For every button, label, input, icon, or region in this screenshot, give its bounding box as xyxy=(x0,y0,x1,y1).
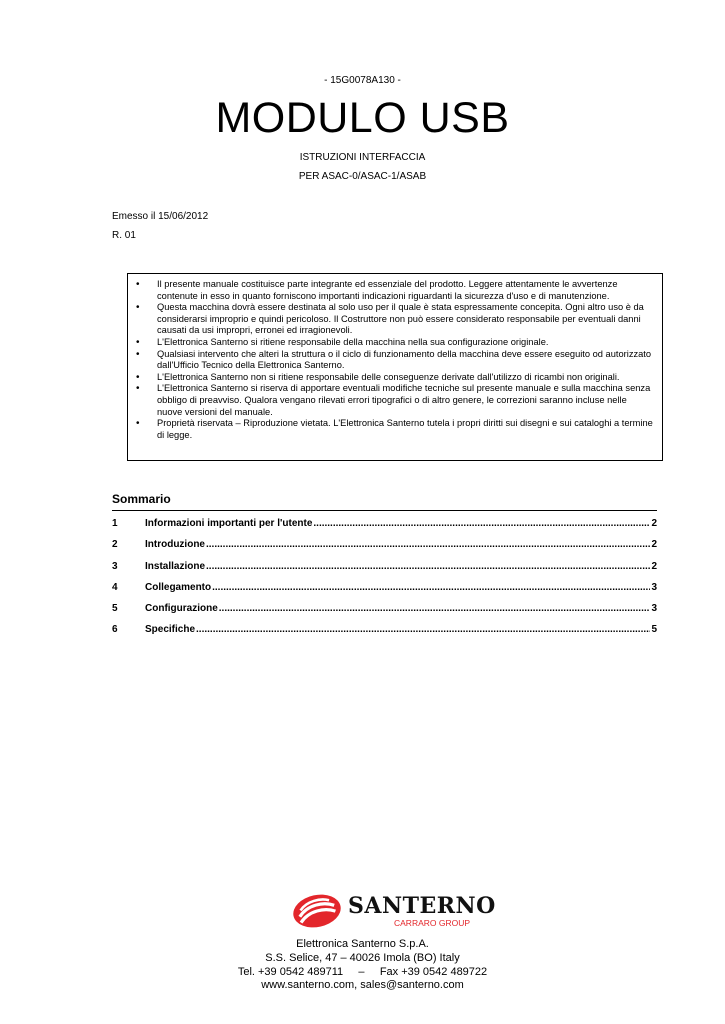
toc-entry-title[interactable]: Introduzione xyxy=(145,539,205,551)
toc-heading: Sommario xyxy=(112,492,171,506)
toc-entry-title[interactable]: Configurazione xyxy=(145,603,218,615)
notice-box xyxy=(127,273,663,461)
toc-entry-page: 2 xyxy=(651,539,657,551)
toc-entry-title[interactable]: Informazioni importanti per l'utente xyxy=(145,518,313,529)
notice-item: • Il presente manuale costituisce parte integrante ed essenziale del prodotto. Leggere attentamente le avvertenze contenute in esso in quanto forniscono importanti indicazioni riguardanti la sicurezza d'uso e di manutenzione. xyxy=(128,279,654,302)
toc-dot-leader xyxy=(196,624,650,635)
notice-item: • Questa macchina dovrà essere destinata al solo uso per il quale è stata espressamente concepita. Ogni altro uso è da considerarsi improprio e quindi pericoloso. Il Costruttore non può essere considerato responsabile per eventuali danni causati da usi impropri, erronei ed irragionevoli. xyxy=(128,302,654,337)
toc-entry-number: 2 xyxy=(112,539,118,551)
document-subtitle-1: ISTRUZIONI INTERFACCIA xyxy=(299,152,426,163)
toc-entry-page: 2 xyxy=(651,560,657,572)
toc-entry-page: 2 xyxy=(651,518,657,529)
toc-entry[interactable] xyxy=(112,518,657,539)
toc-entry-number: 3 xyxy=(112,560,118,572)
document-title: MODULO USB xyxy=(215,94,510,142)
toc-dot-leader xyxy=(219,603,651,614)
toc-dot-leader xyxy=(206,539,650,550)
toc-entry-number: 4 xyxy=(112,581,118,593)
toc-entry-page: 5 xyxy=(651,624,657,636)
toc-entry[interactable] xyxy=(112,582,657,603)
company-web-email[interactable]: www.santerno.com, sales@santerno.com xyxy=(261,979,464,992)
notice-list xyxy=(128,274,662,441)
notice-item: • Qualsiasi intervento che alteri la struttura o il ciclo di funzionamento della macchina deve essere eseguito od autorizzato dall'Ufficio Tecnico della Elettronica Santerno. xyxy=(128,349,654,372)
toc-entry-number: 5 xyxy=(112,603,118,615)
toc-entry[interactable] xyxy=(112,624,657,645)
revision: R. 01 xyxy=(112,230,136,241)
toc-entry-page: 3 xyxy=(651,581,657,593)
company-address: S.S. Selice, 47 – 40026 Imola (BO) Italy xyxy=(265,951,460,964)
logo-group-name: CARRARO GROUP xyxy=(394,918,471,928)
toc-entry[interactable] xyxy=(112,603,657,624)
toc-entry[interactable] xyxy=(112,561,657,582)
document-subtitle-2: PER ASAC-0/ASAC-1/ASAB xyxy=(298,171,427,182)
toc-entry-page: 3 xyxy=(651,603,657,615)
notice-item: • L'Elettronica Santerno si riserva di apportare eventuali modifiche tecniche sul presente manuale e sulla macchina senza obbligo di preavviso. Qualora vengano rilevati errori tipografici o di altro genere, le correzioni saranno incluse nelle nuove versioni del manuale. xyxy=(128,383,654,418)
toc-divider xyxy=(112,510,657,511)
notice-item: • Proprietà riservata – Riproduzione vietata. L'Elettronica Santerno tutela i propri diritti sui disegni e sui cataloghi a termine di legge. xyxy=(128,418,654,441)
toc-dot-leader xyxy=(212,582,650,593)
company-phone-fax: Tel. +39 0542 489711 – Fax +39 0542 489722 xyxy=(237,965,488,978)
company-footer xyxy=(0,938,725,993)
notice-item: • L'Elettronica Santerno non si ritiene responsabile delle conseguenze derivate dall'utilizzo di ricambi non originali. xyxy=(128,372,654,384)
company-name: Elettronica Santerno S.p.A. xyxy=(296,938,429,950)
issue-date: Emesso il 15/06/2012 xyxy=(112,211,209,222)
toc-entry-title[interactable]: Installazione xyxy=(145,560,206,572)
notice-item: • L'Elettronica Santerno si ritiene responsabile della macchina nella sua configurazione originale. xyxy=(128,337,654,349)
logo-wordmark: SANTERNO xyxy=(348,893,496,919)
document-code: - 15G0078A130 - xyxy=(324,75,401,86)
toc-entry[interactable] xyxy=(112,539,657,560)
toc-dot-leader xyxy=(206,561,650,572)
toc-entry-title[interactable]: Specifiche xyxy=(145,624,196,636)
toc-entry-title[interactable]: Collegamento xyxy=(145,581,212,593)
toc-dot-leader xyxy=(313,518,650,529)
toc-entry-number: 6 xyxy=(112,624,118,636)
table-of-contents xyxy=(112,518,657,646)
toc-entry-number: 1 xyxy=(112,518,118,529)
